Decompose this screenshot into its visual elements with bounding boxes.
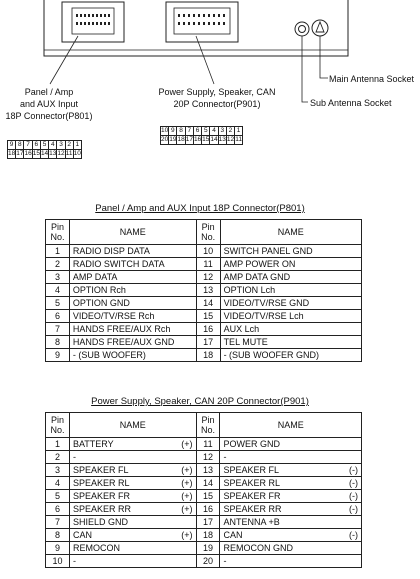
pin-name-cell [69, 516, 196, 529]
pin-number-text: 5 [54, 491, 60, 501]
pin-name-text: SPEAKER RR [223, 504, 282, 514]
pin-number-text: 14 [202, 478, 213, 488]
p801-label-line-1: Panel / Amp [24, 87, 74, 97]
polarity-mark: (-) [349, 530, 358, 540]
pin-name-text: AUX Lch [223, 324, 260, 334]
pin-name-text: - [223, 556, 227, 566]
pin-number-cell [196, 284, 220, 297]
pin-cell: 5 [40, 141, 48, 150]
pin-number-cell [46, 349, 70, 362]
pin-number-cell [196, 336, 220, 349]
pin-name-cell [69, 451, 196, 464]
polarity-mark: (+) [181, 465, 193, 475]
p801-leader-line [50, 36, 78, 84]
pin-name-cell [69, 310, 196, 323]
pin-name-text: HANDS FREE/AUX GND [72, 337, 175, 347]
pin-name-text: ANTENNA +B [223, 517, 280, 527]
pin-name-cell [69, 336, 196, 349]
pin-cell: 10 [161, 127, 169, 134]
polarity-mark: (-) [349, 478, 358, 488]
name-header: NAME [69, 413, 196, 438]
pin-name-cell [69, 490, 196, 503]
p801-pin-table-body [46, 245, 362, 362]
p901-pin-map-top-row [161, 127, 243, 136]
pin-cell: 17 [185, 136, 193, 143]
p801-label-line-3: 18P Connector(P801) [5, 111, 93, 121]
pin-name-text: VIDEO/TV/RSE Rch [72, 311, 155, 321]
pin-cell: 11 [235, 136, 242, 143]
pin-name-text: SPEAKER RR [72, 504, 131, 514]
table2-title: Power Supply, Speaker, CAN 20P Connector(P901) [91, 396, 309, 407]
pin-number-text: 2 [54, 259, 60, 269]
pin-cell: 16 [193, 136, 202, 143]
pin-no-header [196, 413, 220, 438]
pin-cell: 15 [202, 136, 210, 143]
pin-number-cell [196, 245, 220, 258]
pin-number-cell [196, 477, 220, 490]
polarity-mark: (+) [181, 478, 193, 488]
pin-no-header [196, 220, 220, 245]
pin-number-cell [196, 310, 220, 323]
pin-cell: 8 [16, 141, 24, 150]
pin-name-text: HANDS FREE/AUX Rch [72, 324, 171, 334]
pin-number-text: 2 [54, 452, 60, 462]
pin-header-line-1: Pin [201, 415, 215, 425]
pin-name-cell [69, 284, 196, 297]
pin-number-text: 8 [54, 337, 60, 347]
pin-name-cell [69, 297, 196, 310]
pin-cell: 1 [235, 127, 243, 136]
pin-number-text: 18 [202, 530, 213, 540]
pin-number-cell [196, 516, 220, 529]
pin-cell: 3 [218, 127, 226, 136]
pin-name-cell [69, 323, 196, 336]
polarity-mark: (+) [181, 491, 193, 501]
pin-header-line-1: Pin [201, 222, 215, 232]
pin-number-cell [196, 464, 220, 477]
pin-name-cell [69, 349, 196, 362]
pin-number-text: 16 [203, 324, 214, 334]
pin-number-text: 1 [54, 246, 60, 256]
pin-cell: 2 [226, 127, 234, 136]
p801-label-line-2: and AUX Input [19, 99, 79, 109]
pin-number-cell [46, 310, 70, 323]
pin-name-cell [220, 490, 362, 503]
table-row [46, 323, 362, 336]
pin-header-line-2: No. [50, 232, 65, 242]
pin-cell: 7 [24, 141, 32, 150]
table-row [46, 477, 362, 490]
pin-name-cell [220, 438, 362, 451]
table-row [46, 271, 362, 284]
pin-name-text: OPTION Rch [72, 285, 126, 295]
pin-number-text: 3 [54, 272, 60, 282]
polarity-mark: (-) [349, 491, 358, 501]
pin-cell: 18 [177, 136, 185, 143]
pin-name-text: SPEAKER FL [72, 465, 129, 475]
pin-name-text: RADIO DISP DATA [72, 246, 150, 256]
pin-number-cell [196, 529, 220, 542]
pin-name-cell [69, 555, 196, 568]
pin-name-cell [69, 245, 196, 258]
pin-number-text: 7 [54, 324, 60, 334]
pin-number-cell [196, 297, 220, 310]
pin-number-text: 7 [54, 517, 60, 527]
name-header: NAME [220, 413, 362, 438]
table-row [46, 516, 362, 529]
pin-cell: 19 [169, 136, 177, 143]
pin-number-cell [196, 349, 220, 362]
sub-antenna-socket-shape [295, 22, 309, 36]
table-row [46, 336, 362, 349]
pin-name-text: CAN [72, 530, 92, 540]
pin-name-text: TEL MUTE [223, 337, 268, 347]
pin-name-text: POWER GND [223, 439, 280, 449]
table-row [46, 349, 362, 362]
pin-number-cell [196, 323, 220, 336]
pin-cell: 5 [202, 127, 210, 136]
pin-header-line-1: Pin [50, 415, 64, 425]
pin-name-cell [220, 271, 361, 284]
table-header-row [46, 220, 362, 245]
p901-pin-table-body [46, 438, 362, 568]
pin-number-text: 4 [54, 285, 60, 295]
pin-cell: 17 [16, 150, 24, 157]
pin-cell: 9 [169, 127, 177, 136]
name-header: NAME [220, 220, 361, 245]
pin-name-text: SWITCH PANEL GND [223, 246, 313, 256]
pin-number-text: 9 [54, 543, 60, 553]
pin-name-text: SHIELD GND [72, 517, 128, 527]
table-row [46, 297, 362, 310]
pin-number-cell [46, 297, 70, 310]
pin-number-cell [46, 477, 70, 490]
main-antenna-socket-shape [312, 20, 328, 36]
pin-cell: 2 [65, 141, 73, 150]
pin-name-cell [69, 503, 196, 516]
p801-pin-table [45, 219, 362, 362]
pin-name-text: REMOCON [72, 543, 120, 553]
pin-cell: 4 [49, 141, 57, 150]
pin-number-cell [46, 258, 70, 271]
pin-name-text: VIDEO/TV/RSE Lch [223, 311, 304, 321]
pin-name-text: AMP DATA [72, 272, 118, 282]
pin-number-text: 16 [202, 504, 213, 514]
pin-number-cell [46, 451, 70, 464]
polarity-mark: (-) [349, 504, 358, 514]
pin-number-cell [196, 555, 220, 568]
pin-number-cell [46, 245, 70, 258]
pin-cell: 4 [210, 127, 218, 136]
pin-name-cell [220, 336, 361, 349]
pin-name-cell [220, 310, 361, 323]
pin-number-cell [196, 503, 220, 516]
pin-name-text: CAN [223, 530, 243, 540]
pin-name-cell [69, 477, 196, 490]
pin-number-text: 10 [52, 556, 63, 566]
pin-name-text: VIDEO/TV/RSE GND [223, 298, 310, 308]
table1-title: Panel / Amp and AUX Input 18P Connector(P801) [95, 203, 305, 214]
pin-number-cell [46, 542, 70, 555]
polarity-mark: (+) [181, 439, 193, 449]
pin-name-cell [220, 464, 362, 477]
pin-name-text: AMP POWER ON [223, 259, 296, 269]
pin-name-text: - (SUB WOOFER GND) [223, 350, 320, 360]
pin-name-text: SPEAKER RL [223, 478, 280, 488]
pin-name-cell [220, 245, 361, 258]
p801-pin-map-top-row [8, 141, 82, 150]
table-row [46, 284, 362, 297]
p901-label-line-2: 20P Connector(P901) [173, 99, 261, 109]
pin-number-text: 8 [54, 530, 60, 540]
polarity-mark: (+) [181, 504, 193, 514]
table-row [46, 529, 362, 542]
pin-number-text: 10 [203, 246, 214, 256]
p801-connector-shape [62, 2, 124, 42]
pin-name-cell [220, 323, 361, 336]
pin-number-cell [46, 323, 70, 336]
table-row [46, 490, 362, 503]
name-header: NAME [69, 220, 196, 245]
pin-number-cell [46, 464, 70, 477]
table-row [46, 503, 362, 516]
table-row [46, 258, 362, 271]
pin-number-text: 1 [54, 439, 60, 449]
pin-number-text: 6 [54, 311, 60, 321]
pin-cell: 1 [73, 141, 81, 150]
pin-name-text: OPTION GND [72, 298, 130, 308]
pin-cell: 12 [57, 150, 65, 157]
pin-name-text: OPTION Lch [223, 285, 276, 295]
pin-name-cell [220, 516, 362, 529]
pin-number-cell [196, 258, 220, 271]
table-row [46, 542, 362, 555]
pin-cell: 7 [185, 127, 193, 136]
pin-cell: 6 [32, 141, 40, 150]
pin-number-text: 15 [202, 491, 213, 501]
pin-name-cell [69, 271, 196, 284]
pin-name-text: REMOCON GND [223, 543, 293, 553]
table-row [46, 464, 362, 477]
polarity-mark: (+) [181, 530, 193, 540]
pin-name-cell [69, 258, 196, 271]
pin-cell: 18 [8, 150, 16, 157]
main-antenna-socket-label: Main Antenna Socket [329, 74, 415, 84]
pin-number-text: 14 [203, 298, 214, 308]
p901-leader-line [196, 36, 214, 84]
pin-number-text: 13 [202, 465, 213, 475]
pin-cell: 10 [73, 150, 81, 157]
pin-name-text: BATTERY [72, 439, 114, 449]
pin-name-text: AMP DATA GND [223, 272, 291, 282]
p901-label-line-1: Power Supply, Speaker, CAN [158, 87, 276, 97]
pin-cell: 15 [32, 150, 40, 157]
pin-number-text: 3 [54, 465, 60, 475]
pin-header-line-2: No. [50, 425, 65, 435]
pin-no-header [46, 413, 70, 438]
pin-cell: 13 [49, 150, 57, 157]
p801-connector-label [2, 86, 96, 122]
p901-pin-table [45, 412, 362, 568]
pin-name-cell [220, 284, 361, 297]
p901-pin-map-bottom-row [161, 136, 243, 145]
pin-name-cell [220, 542, 362, 555]
p901-connector-shape [166, 2, 238, 42]
table-row [46, 310, 362, 323]
pin-cell: 16 [24, 150, 32, 157]
pin-number-text: 15 [203, 311, 214, 321]
pin-number-cell [46, 529, 70, 542]
pin-name-cell [220, 297, 361, 310]
pin-number-text: 6 [54, 504, 60, 514]
pin-name-cell [220, 349, 361, 362]
pin-number-cell [196, 438, 220, 451]
pin-name-text: SPEAKER FR [72, 491, 130, 501]
pin-number-cell [46, 438, 70, 451]
pin-header-line-1: Pin [50, 222, 64, 232]
pin-name-cell [220, 451, 362, 464]
pin-number-cell [46, 503, 70, 516]
pin-cell: 12 [226, 136, 235, 143]
p801-pin-map-bottom-row [8, 150, 82, 159]
pin-number-text: 4 [54, 478, 60, 488]
pin-name-cell [69, 529, 196, 542]
pin-cell: 13 [218, 136, 226, 143]
pin-name-cell [220, 503, 362, 516]
main-antenna-leader-line [320, 36, 328, 78]
pin-name-cell [220, 477, 362, 490]
pin-header-line-2: No. [201, 232, 216, 242]
p901-pin-map [160, 126, 243, 145]
pin-number-text: 12 [203, 272, 214, 282]
pin-name-text: - [72, 556, 76, 566]
pin-number-text: 13 [203, 285, 214, 295]
pin-number-text: 9 [54, 350, 60, 360]
pin-number-cell [46, 284, 70, 297]
pin-number-cell [46, 336, 70, 349]
p901-connector-label [142, 86, 292, 110]
pin-name-text: RADIO SWITCH DATA [72, 259, 165, 269]
sub-antenna-socket-label: Sub Antenna Socket [310, 98, 392, 108]
table-row [46, 438, 362, 451]
pin-name-cell [220, 555, 362, 568]
pin-number-cell [46, 271, 70, 284]
pin-name-text: - [72, 452, 76, 462]
p801-pin-map [7, 140, 82, 159]
pin-name-text: - [223, 452, 227, 462]
pin-number-cell [196, 271, 220, 284]
pin-number-text: 18 [203, 350, 214, 360]
pin-name-cell [69, 438, 196, 451]
pin-number-text: 17 [202, 517, 213, 527]
pin-no-header [46, 220, 70, 245]
pin-name-text: SPEAKER FL [223, 465, 279, 475]
sub-antenna-leader-line [302, 36, 308, 102]
pin-name-text: - (SUB WOOFER) [72, 350, 146, 360]
pin-number-cell [196, 542, 220, 555]
pin-name-cell [220, 529, 362, 542]
table-header-row [46, 413, 362, 438]
pin-name-cell [220, 258, 361, 271]
pin-cell: 14 [210, 136, 218, 143]
pin-cell: 9 [8, 141, 16, 150]
pin-number-cell [46, 490, 70, 503]
pin-cell: 8 [177, 127, 185, 136]
pin-cell: 20 [161, 136, 169, 143]
pin-cell: 6 [193, 127, 201, 136]
table-row [46, 555, 362, 568]
pin-name-text: SPEAKER RL [72, 478, 130, 488]
pin-number-text: 11 [203, 439, 213, 449]
pin-header-line-2: No. [200, 425, 215, 435]
pin-number-text: 17 [203, 337, 214, 347]
pin-number-text: 19 [202, 543, 213, 553]
pin-number-text: 12 [202, 452, 213, 462]
table-row [46, 245, 362, 258]
pin-number-cell [46, 516, 70, 529]
pin-cell: 11 [65, 150, 73, 157]
pin-number-text: 20 [202, 556, 213, 566]
pin-number-text: 5 [54, 298, 60, 308]
pin-name-text: SPEAKER FR [223, 491, 281, 501]
pin-cell: 14 [40, 150, 49, 157]
table-row [46, 451, 362, 464]
pin-number-cell [196, 490, 220, 503]
pin-cell: 3 [57, 141, 65, 150]
pin-name-cell [69, 464, 196, 477]
pin-number-text: 11 [203, 259, 213, 269]
pin-number-cell [46, 555, 70, 568]
pin-number-cell [196, 451, 220, 464]
polarity-mark: (-) [349, 465, 358, 475]
pin-name-cell [69, 542, 196, 555]
